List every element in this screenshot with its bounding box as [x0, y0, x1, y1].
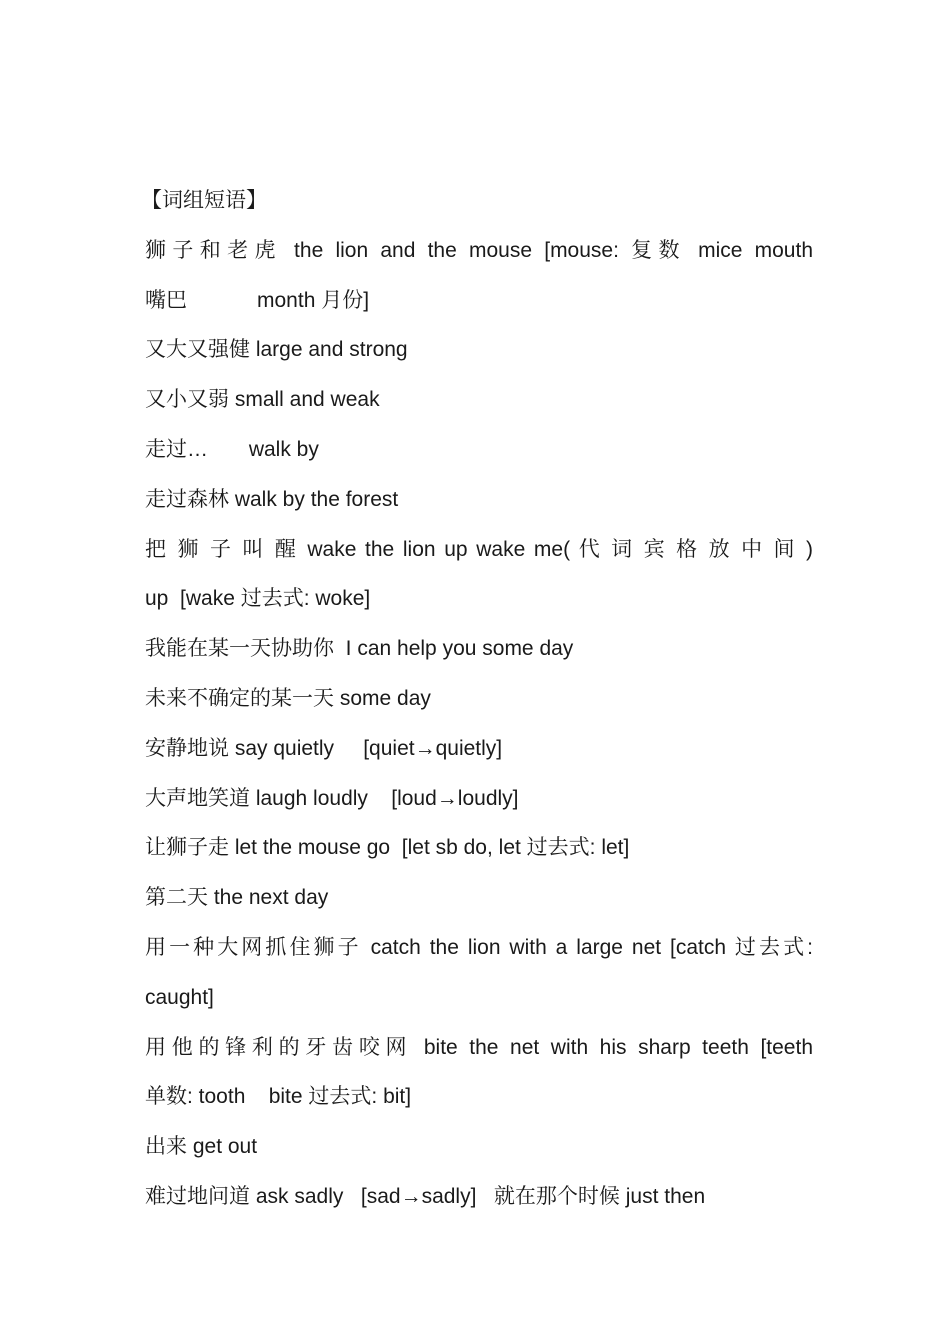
phrase-line: 大声地笑道 laugh loudly [loud→loudly]: [145, 786, 519, 810]
phrase-line: 走过… walk by: [145, 437, 319, 461]
phrase-line: 单数: tooth bite 过去式: bit]: [145, 1085, 412, 1109]
phrase-line: 出来 get out: [145, 1135, 258, 1159]
phrase-line: 用一种大网抓住狮子 catch the lion with a large net [catch 过去式:: [145, 935, 813, 959]
phrase-line: caught]: [145, 985, 214, 1009]
phrase-line: 用他的锋利的牙齿咬网 bite the net with his sharp teeth [teeth: [145, 1035, 813, 1059]
phrase-line: 又小又弱 small and weak: [145, 388, 380, 412]
phrase-line: 狮子和老虎 the lion and the mouse [mouse: 复数 mice mouth: [145, 238, 813, 262]
phrase-line: 第二天 the next day: [145, 886, 329, 910]
section-heading: 【词组短语】: [141, 188, 267, 212]
phrase-line: 难过地问道 ask sadly [sad→sadly] 就在那个时候 just then: [145, 1184, 706, 1208]
phrase-line: 走过森林 walk by the forest: [145, 487, 399, 511]
phrase-list: [141, 176, 813, 1222]
phrase-line: up [wake 过去式: woke]: [145, 587, 371, 611]
phrase-line: 把 狮 子 叫 醒 wake the lion up wake me( 代 词 宾 格 放 中 间 ): [145, 537, 813, 561]
phrase-line: 又大又强健 large and strong: [145, 338, 408, 362]
phrase-line: 我能在某一天协助你 I can help you some day: [145, 637, 574, 661]
phrase-line: 未来不确定的某一天 some day: [145, 686, 431, 710]
phrase-line: 安静地说 say quietly [quiet→quietly]: [145, 736, 503, 760]
phrase-line: 嘴巴 month 月份]: [145, 288, 370, 312]
phrase-line: 让狮子走 let the mouse go [let sb do, let 过去式: let]: [145, 836, 630, 860]
